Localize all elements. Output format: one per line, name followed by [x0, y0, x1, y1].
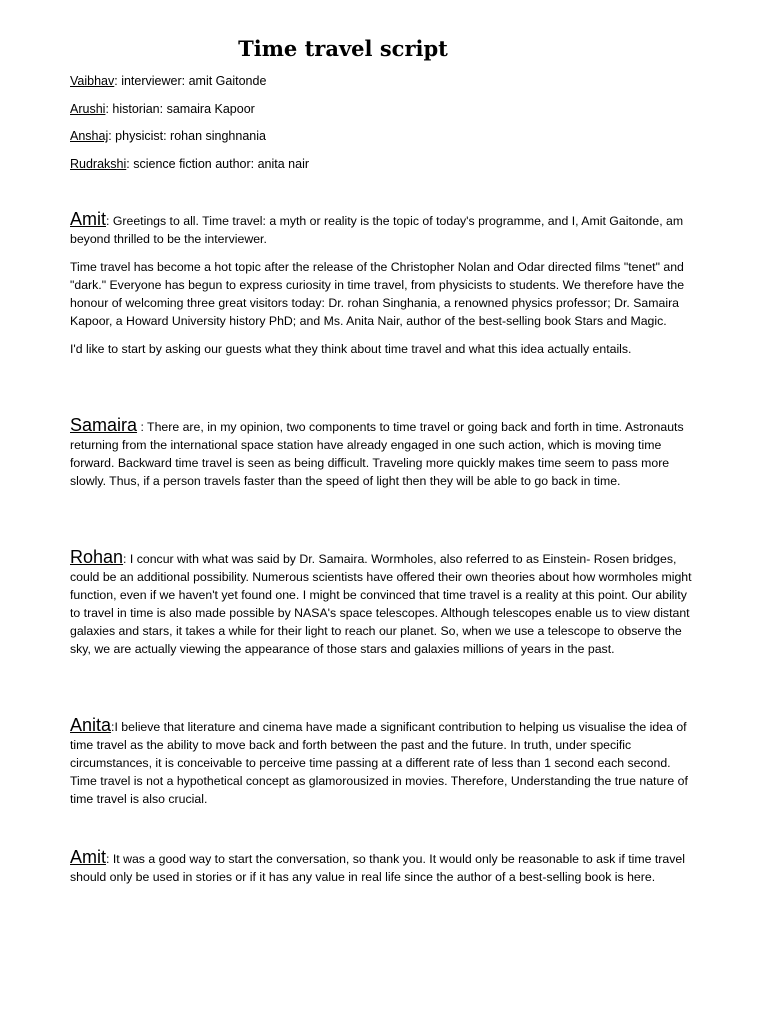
speaker-name: Samaira [70, 415, 138, 435]
cast-actor: Rudrakshi [70, 156, 127, 171]
dialogue-paragraph [70, 416, 698, 490]
speaker-name: Amit [70, 847, 106, 867]
cast-entry [70, 155, 309, 183]
cast-entry [70, 127, 309, 155]
dialogue-paragraph [70, 258, 698, 330]
cast-role: : interviewer: amit Gaitonde [114, 74, 267, 88]
dialogue-block-amit-closing [70, 848, 698, 896]
dialogue-text: : I concur with what was said by Dr. Samaira. Wormholes, also referred to as Einstein- Rosen bridges, could be an additional possibility. Numerous scientists have offered their own theories about how wormholes might function, even if we haven't yet found one. I might be convinced that time travel is a reality at this point. Our ability to travel in time is also made possible by NASA's space telescopes. Although telescopes enable us to view distant galaxies and stars, it takes a while for their light to reach our planet. So, when we use a telescope to observe the sky, we are actually viewing the appearance of those stars and galaxies millions of years in the past. [70, 552, 692, 656]
dialogue-text: : There are, in my opinion, two components to time travel or going back and forth in time. Astronauts returning from the international space station have already engaged in one such action, which is moving time forward. Backward time travel is seen as being difficult. Traveling more quickly makes time seem to pass more slowly. Thus, if a person travels faster than the speed of light then they will be able to go back in time. [70, 420, 684, 488]
dialogue-paragraph [70, 340, 698, 358]
dialogue-block-amit-intro [70, 210, 698, 368]
cast-entry [70, 72, 309, 100]
speaker-name: Rohan [70, 547, 124, 567]
cast-role: : historian: samaira Kapoor [105, 101, 255, 116]
dialogue-block-samaira [70, 416, 698, 500]
dialogue-block-anita [70, 716, 698, 818]
dialogue-text: : Greetings to all. Time travel: a myth or reality is the topic of today's programme, and I, Amit Gaitonde, am beyond thrilled to be the interviewer. [70, 214, 684, 246]
dialogue-text: :I believe that literature and cinema have made a significant contribution to helping us visualise the idea of time travel as the ability to move back and forth between the past and the future. In truth, under specific circumstances, it is conceivable to perceive time passing at a different rate of less than 1 second each second. Time travel is not a hypothetical concept as glamorousized in movies. Therefore, Understanding the true nature of time travel is also crucial. [70, 720, 688, 806]
cast-actor: Arushi [70, 101, 106, 116]
dialogue-text: I'd like to start by asking our guests what they think about time travel and what this idea actually entails. [70, 342, 632, 356]
speaker-name: Amit [70, 209, 106, 229]
speaker-name: Anita [70, 715, 112, 735]
dialogue-text: : It was a good way to start the conversation, so thank you. It would only be reasonable to ask if time travel should only be used in stories or if it has any value in real life since the author of a best-selling book is here. [70, 852, 685, 884]
cast-actor: Vaibhav [70, 74, 115, 88]
dialogue-paragraph [70, 716, 698, 808]
cast-list [70, 72, 309, 182]
dialogue-block-rohan [70, 548, 698, 668]
cast-role: : science fiction author: anita nair [126, 156, 310, 171]
cast-entry [70, 100, 309, 128]
document-title: Time travel script [238, 36, 448, 61]
cast-role: : physicist: rohan singhnania [108, 129, 266, 143]
cast-actor: Anshaj [70, 129, 109, 143]
dialogue-paragraph [70, 548, 698, 658]
dialogue-paragraph [70, 848, 698, 886]
dialogue-text: Time travel has become a hot topic after the release of the Christopher Nolan and Odar directed films "tenet" and "dark." Everyone has begun to express curiosity in time travel, from physicists to students. We therefore have the honour of welcoming three great visitors today: Dr. rohan Singhania, a renowned physics professor; Dr. Samaira Kapoor, a Howard University history PhD; and Ms. Anita Nair, author of the best-selling book Stars and Magic. [70, 260, 685, 328]
dialogue-paragraph [70, 210, 698, 248]
